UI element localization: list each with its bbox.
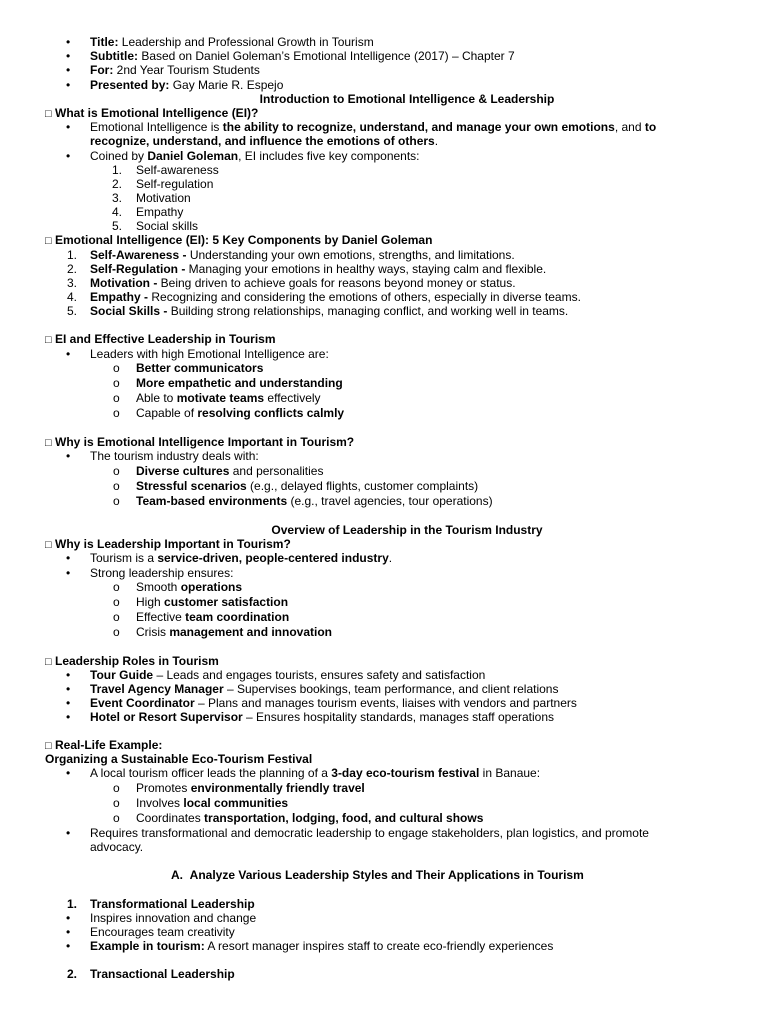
circle-bullet: o: [113, 464, 120, 478]
strong-leadership-intro: Strong leadership ensures:: [90, 566, 234, 580]
circle-bullet: o: [113, 406, 120, 420]
circle-bullet: o: [113, 781, 120, 795]
list-item: Better communicators: [136, 361, 264, 375]
list-item: More empathetic and understanding: [136, 376, 343, 390]
section-title-ei-components: □ Emotional Intelligence (EI): 5 Key Components by Daniel Goleman: [45, 233, 433, 247]
style-1-heading: 1.: [67, 897, 78, 911]
example-requirements-cont: advocacy.: [90, 840, 144, 854]
intro-subtitle-line: Subtitle: Based on Daniel Goleman’s Emotional Intelligence (2017) – Chapter 7: [90, 49, 515, 63]
ei-coined-by: Coined by Daniel Goleman, EI includes five key components:: [90, 149, 420, 163]
intro-for-line: For: 2nd Year Tourism Students: [90, 63, 260, 77]
bullet: •: [66, 668, 71, 682]
list-item: Stressful scenarios (e.g., delayed flights, customer complaints): [136, 479, 479, 493]
circle-bullet: o: [113, 479, 120, 493]
example-description: A local tourism officer leads the planning of a 3-day eco-tourism festival in Banaue:: [90, 766, 541, 780]
list-item: Empathy - Recognizing and considering the emotions of others, especially in diverse teams.: [90, 290, 581, 304]
list-number: 3.: [67, 276, 78, 290]
list-item: Promotes environmentally friendly travel: [136, 781, 365, 795]
section-title-leadership-importance: □ Why is Leadership Important in Tourism?: [45, 537, 291, 551]
list-item: Empathy: [136, 205, 184, 219]
box-icon: □: [45, 334, 52, 346]
bullet: •: [66, 449, 71, 463]
list-item: Social skills: [136, 219, 199, 233]
list-item: Effective team coordination: [136, 610, 290, 624]
circle-bullet: o: [113, 610, 120, 624]
section-title-leadership-roles: □ Leadership Roles in Tourism: [45, 654, 219, 668]
intro-presenter-line: Presented by: Gay Marie R. Espejo: [90, 78, 284, 92]
bullet: •: [66, 49, 71, 63]
circle-bullet: o: [113, 595, 120, 609]
bullet: •: [66, 551, 71, 565]
list-item: Team-based environments (e.g., travel agencies, tour operations): [136, 494, 493, 508]
section-title-what-is-ei: □ What is Emotional Intelligence (EI)?: [45, 106, 259, 120]
list-item: Self-regulation: [136, 177, 214, 191]
list-number: 5.: [112, 219, 123, 233]
example-requirements: Requires transformational and democratic leadership to engage stakeholders, plan logistics, and promote: [90, 826, 649, 840]
section-title-real-life-example: □ Real-Life Example:: [45, 738, 163, 752]
list-item: Event Coordinator – Plans and manages tourism events, liaises with vendors and partners: [90, 696, 577, 710]
bullet: •: [66, 826, 71, 840]
ei-definition: Emotional Intelligence is the ability to recognize, understand, and manage your own emotions, and to: [90, 120, 657, 134]
circle-bullet: o: [113, 376, 120, 390]
leaders-intro: Leaders with high Emotional Intelligence are:: [90, 347, 329, 361]
list-item: Travel Agency Manager – Supervises bookings, team performance, and client relations: [90, 682, 559, 696]
list-item: Self-awareness: [136, 163, 219, 177]
circle-bullet: o: [113, 361, 120, 375]
list-item: Hotel or Resort Supervisor – Ensures hospitality standards, manages staff operations: [90, 710, 554, 724]
bullet: •: [66, 566, 71, 580]
list-item: Tour Guide – Leads and engages tourists, ensures safety and satisfaction: [90, 668, 486, 682]
section-heading-overview: Overview of Leadership in the Tourism Industry: [271, 523, 543, 537]
bullet: •: [66, 149, 71, 163]
style-2-title: Transactional Leadership: [90, 967, 235, 981]
tourism-service-line: Tourism is a service-driven, people-centered industry.: [90, 551, 393, 565]
list-number: 5.: [67, 304, 78, 318]
list-number: 1.: [112, 163, 123, 177]
section-title-ei-leadership: □ EI and Effective Leadership in Tourism: [45, 332, 276, 346]
list-number: 4.: [112, 205, 123, 219]
section-title-ei-importance: □ Why is Emotional Intelligence Important in Tourism?: [45, 435, 355, 449]
box-icon: □: [45, 539, 52, 551]
box-icon: □: [45, 437, 52, 449]
list-item: Involves local communities: [136, 796, 289, 810]
list-number: 3.: [112, 191, 123, 205]
bullet: •: [66, 710, 71, 724]
list-item: Self-Regulation - Managing your emotions in healthy ways, staying calm and flexible.: [90, 262, 547, 276]
list-number: 4.: [67, 290, 78, 304]
list-number: 1.: [67, 248, 78, 262]
bullet: •: [66, 78, 71, 92]
circle-bullet: o: [113, 580, 120, 594]
bullet: •: [66, 925, 71, 939]
section-heading-a: A. Analyze Various Leadership Styles and Their Applications in Tourism: [171, 868, 584, 882]
bullet: •: [66, 696, 71, 710]
list-item: Motivation - Being driven to achieve goals for reasons beyond money or status.: [90, 276, 516, 290]
list-item: Self-Awareness - Understanding your own emotions, strengths, and limitations.: [90, 248, 515, 262]
list-item: Inspires innovation and change: [90, 911, 257, 925]
circle-bullet: o: [113, 391, 120, 405]
box-icon: □: [45, 656, 52, 668]
list-item: Social Skills - Building strong relationships, managing conflict, and working well in teams.: [90, 304, 569, 318]
style-1-title: Transformational Leadership: [90, 897, 255, 911]
bullet: •: [66, 911, 71, 925]
bullet: •: [66, 682, 71, 696]
bullet: •: [66, 939, 71, 953]
list-item: Encourages team creativity: [90, 925, 235, 939]
circle-bullet: o: [113, 811, 120, 825]
list-item: Coordinates transportation, lodging, food, and cultural shows: [136, 811, 484, 825]
list-item: Smooth operations: [136, 580, 243, 594]
bullet: •: [66, 766, 71, 780]
list-item: High customer satisfaction: [136, 595, 289, 609]
bullet: •: [66, 120, 71, 134]
section-heading-intro: Introduction to Emotional Intelligence & Leadership: [259, 92, 555, 106]
list-item: Diverse cultures and personalities: [136, 464, 324, 478]
list-number: 2.: [67, 262, 78, 276]
box-icon: □: [45, 235, 52, 247]
bullet: •: [66, 63, 71, 77]
intro-title-line: Title: Leadership and Professional Growth in Tourism: [90, 35, 374, 49]
box-icon: □: [45, 108, 52, 120]
box-icon: □: [45, 740, 52, 752]
style-1-example: Example in tourism: A resort manager inspires staff to create eco-friendly experiences: [90, 939, 554, 953]
bullet: •: [66, 35, 71, 49]
style-2-heading: 2.: [67, 967, 78, 981]
tourism-deals-intro: The tourism industry deals with:: [90, 449, 259, 463]
example-subtitle: Organizing a Sustainable Eco-Tourism Festival: [45, 752, 313, 766]
circle-bullet: o: [113, 625, 120, 639]
list-number: 2.: [112, 177, 123, 191]
ei-definition-cont: recognize, understand, and influence the emotions of others.: [90, 134, 439, 148]
circle-bullet: o: [113, 494, 120, 508]
list-item: Crisis management and innovation: [136, 625, 333, 639]
bullet: •: [66, 347, 71, 361]
list-item: Capable of resolving conflicts calmly: [136, 406, 345, 420]
list-item: Able to motivate teams effectively: [136, 391, 321, 405]
list-item: Motivation: [136, 191, 191, 205]
circle-bullet: o: [113, 796, 120, 810]
